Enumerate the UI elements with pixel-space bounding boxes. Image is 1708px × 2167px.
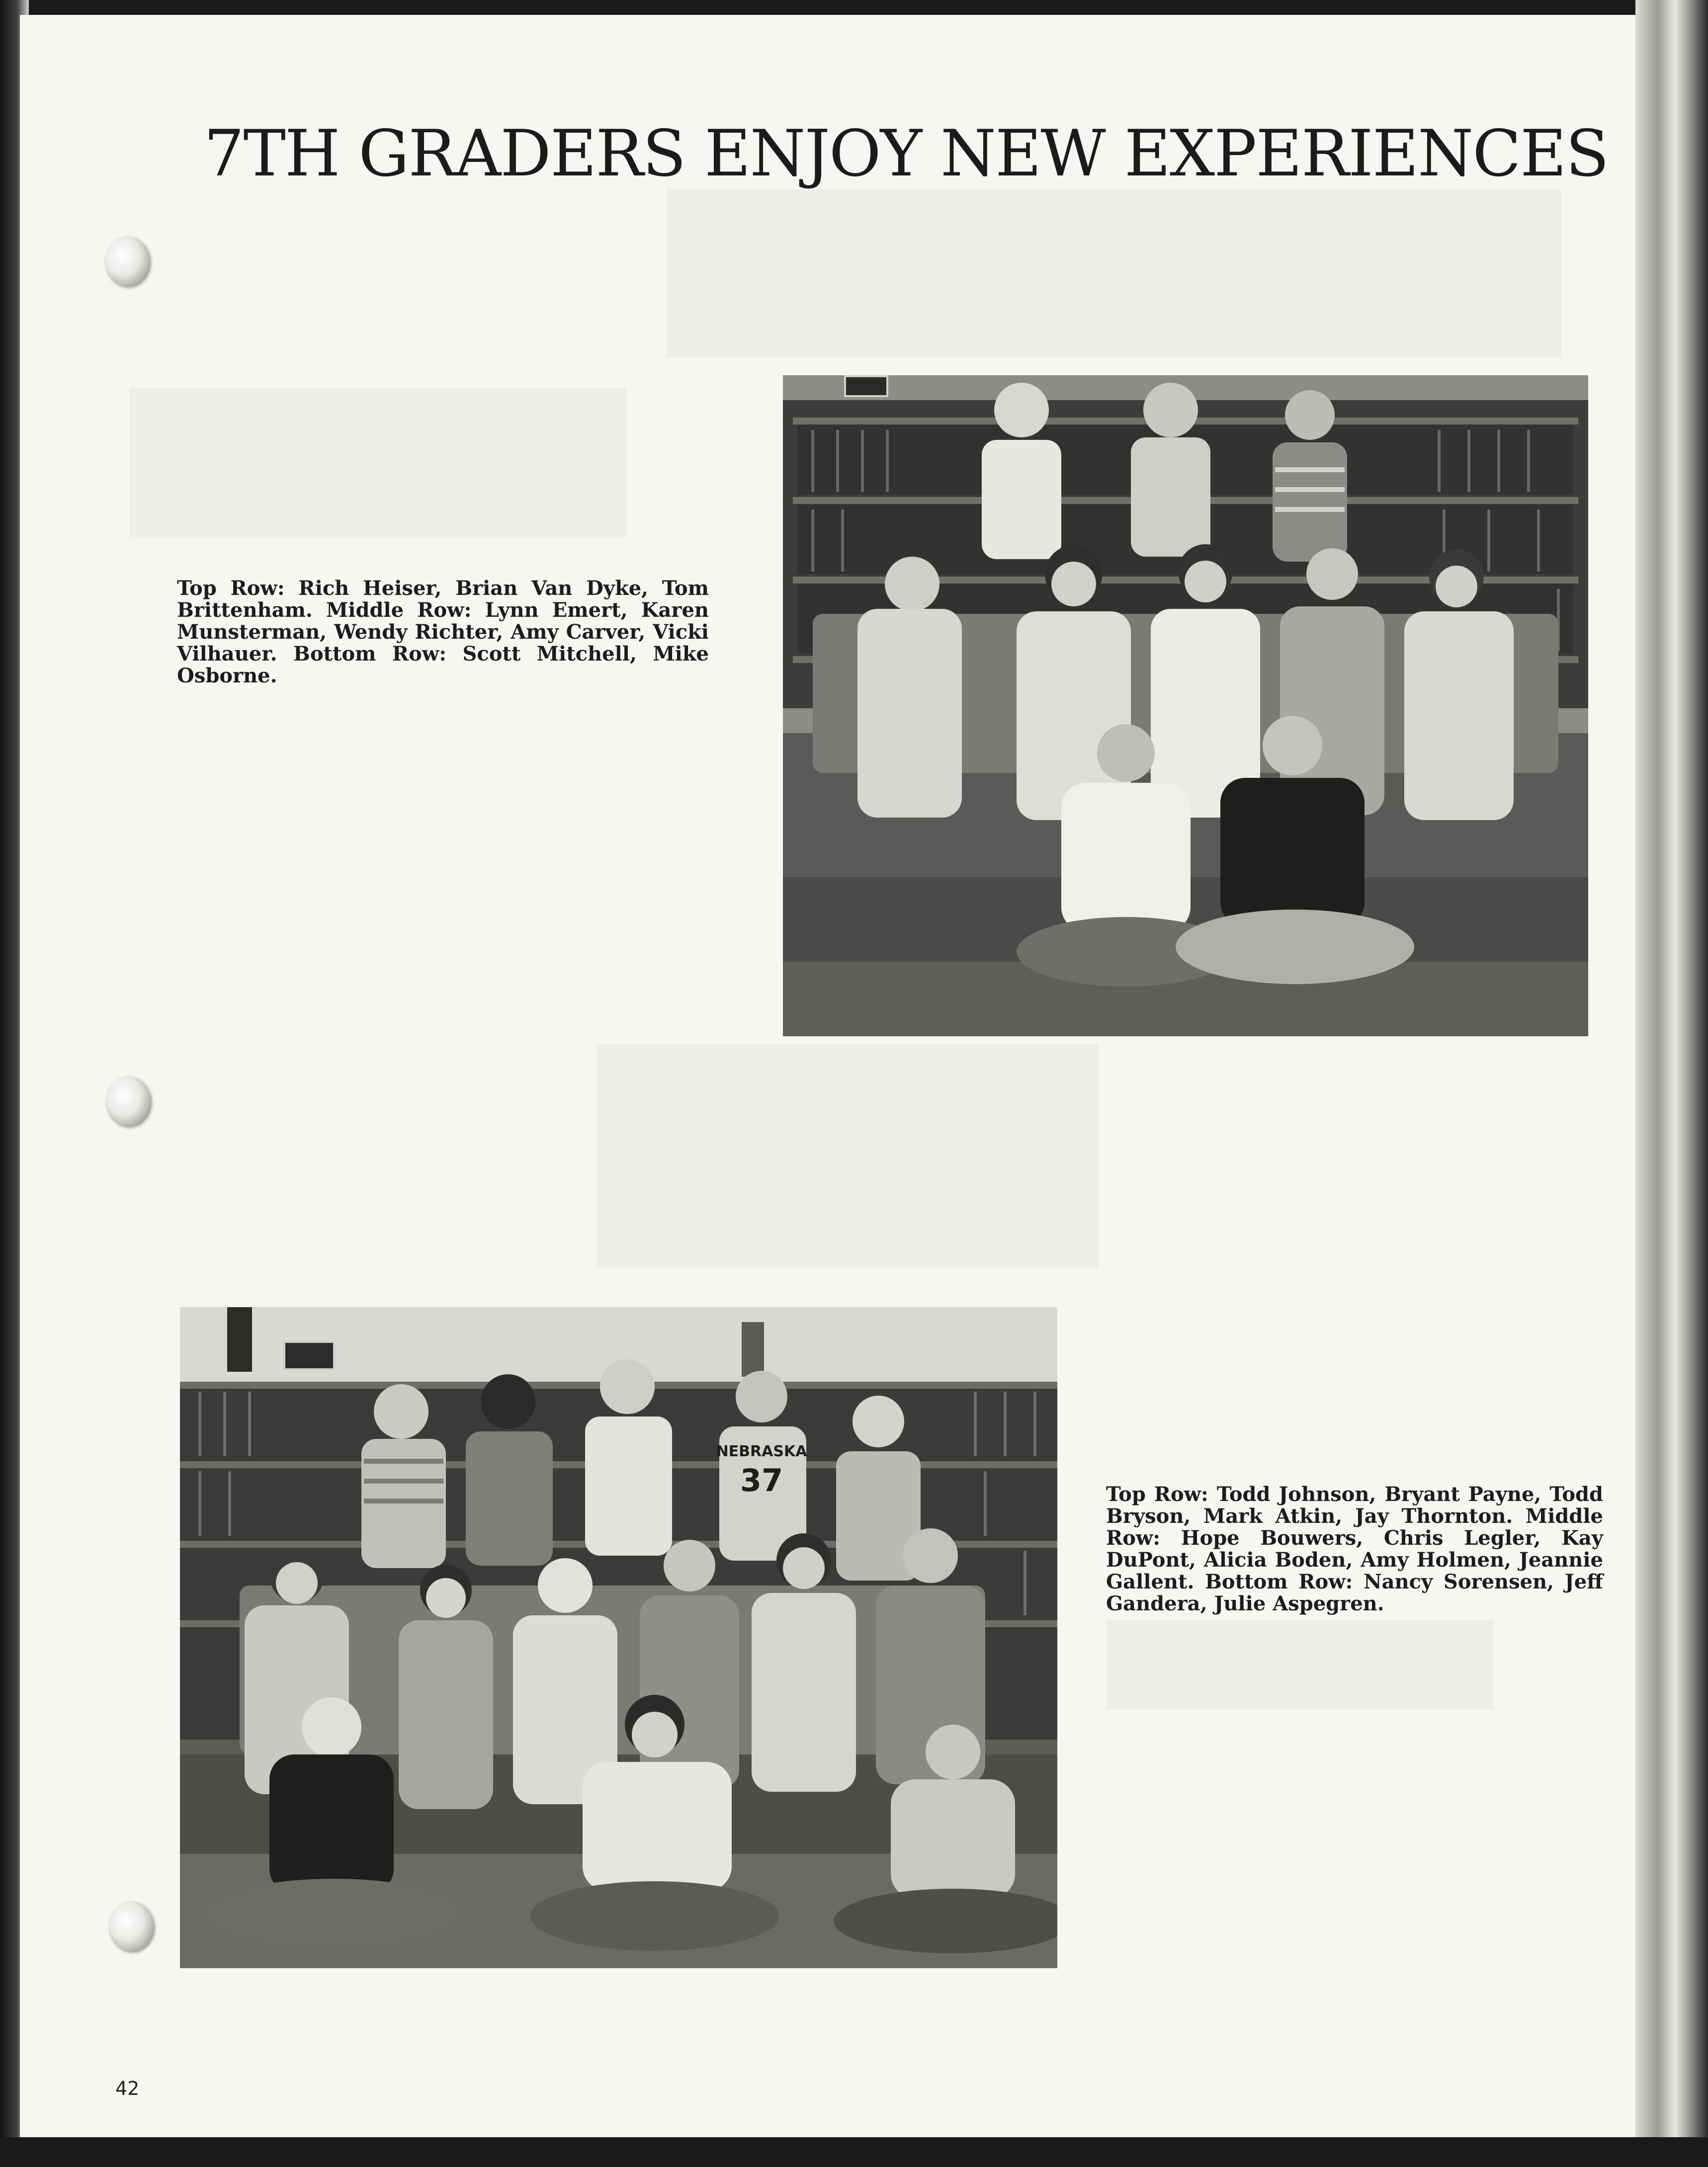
class-photo-1 [783,375,1588,1036]
scan-right-edge [1635,0,1708,2167]
class-photo-2 [180,1307,1057,1968]
page-number: 42 [115,2078,140,2099]
binder-punch-hole [105,1076,150,1126]
scan-bottom-edge [0,2137,1708,2167]
bleed-through-text [1106,1620,1494,1710]
bleed-through-text [666,189,1561,358]
photo-caption-1: Top Row: Rich Heiser, Brian Van Dyke, Tom Brittenham. Middle Row: Lynn Emert, Karen Munsterman, Wendy Richter, Amy Carver, Vicki Vilhauer. Bottom Row: Scott Mitchell, Mike Osborne. [177,577,709,687]
shirt-lettering: NEBRASKA [716,1443,807,1460]
binder-punch-hole [108,1901,153,1951]
photo-caption-2: Top Row: Todd Johnson, Bryant Payne, Todd Bryson, Mark Atkin, Jay Thornton. Middle Row: Hope Bouwers, Chris Legler, Kay DuPont, Alicia Boden, Amy Holmen, Jeannie Gallent. Bottom Row: Nancy Sorensen, Jeff Gandera, Julie Aspegren. [1106,1483,1603,1615]
bleed-through-photo [597,1044,1099,1267]
page-title: 7TH GRADERS ENJOY NEW EXPERIENCES [204,117,1609,191]
shirt-lettering: 37 [740,1462,783,1499]
bleed-through-text [129,388,626,537]
binder-punch-hole [104,236,149,286]
